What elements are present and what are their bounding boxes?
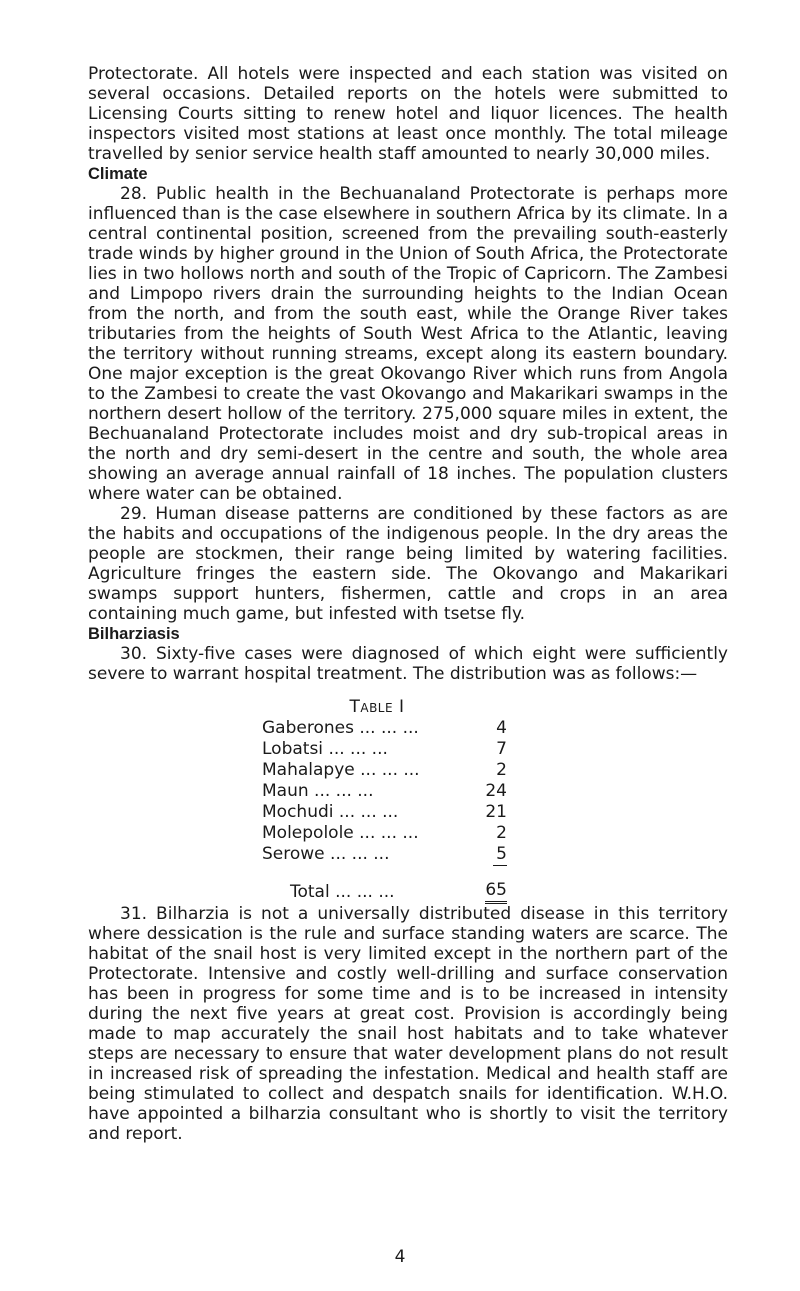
case-count: 7 [496,739,507,759]
place-name [262,781,477,802]
total-cell [262,880,477,904]
place-label: Serowe [262,844,325,864]
leader-dots: ... ... ... [338,802,399,822]
table-row [262,760,507,781]
table-row [262,718,507,739]
table-row [262,802,507,823]
place-name [262,760,477,781]
distribution-table-grid [262,718,507,904]
leader-dots: ... ... ... [314,781,374,801]
table-title: Table I [349,697,405,717]
page-number: 4 [394,1247,406,1267]
case-count: 2 [496,760,507,780]
case-count: 21 [485,802,507,822]
distribution-table [262,696,562,904]
paragraph-31: 31. Bilharzia is not a universally distributed disease in this territory where dessication is the rule and surface standing waters are scarce. The habitat of the snail host is very limited except in the northern part of the Protectorate. Intensive and costly well-drilling and surface conservation has been in progress for some time and is to be increased in intensity during the next five years at great cost. Provision is accordingly being made to map accurately the snail host habitats and to take whatever steps are necessary to ensure that water development plans do not result in increased risk of spreading the infestation. Medical and health staff are being stimulated to collect and despatch snails for identification. W.H.O. have appointed a bilharzia consultant who is shortly to visit the territory and report. [88,904,728,1144]
place-name [262,718,477,739]
total-value: 65 [485,880,507,904]
leader-dots: ... ... ... [359,718,419,738]
table-row [262,739,507,760]
leader-dots: ... ... ... [359,823,419,843]
place-label: Lobatsi [262,739,324,759]
total-label: Total [290,881,330,902]
place-label: Molepolole [262,823,354,843]
paragraph-28: 28. Public health in the Bechuanaland Protectorate is perhaps more influenced than is the case elsewhere in southern Africa by its climate. In a central continental position, screened from the prevailing south-easterly trade winds by higher ground in the Union of South Africa, the Protectorate lies in two hollows north and south of the Tropic of Capricorn. The Zambesi and Limpopo rivers drain the surrounding heights to the Indian Ocean from the north, and from the south east, while the Orange River takes tributaries from the heights of South West Africa to the Atlantic, leaving the territory without running streams, except along its eastern boundary. One major exception is the great Okovango River which runs from Angola to the Zambesi to create the vast Okovango and Makarikari swamps in the northern desert hollow of the territory. 275,000 square miles in extent, the Bechuanaland Protectorate includes moist and dry sub-tropical areas in the north and dry semi-desert in the centre and south, the whole area showing an average annual rainfall of 18 inches. The population clusters where water can be obtained. [88,184,728,504]
place-label: Gaberones [262,718,354,738]
table-row [262,823,507,844]
leader-dots: ... ... ... [335,881,395,902]
paragraph-30: 30. Sixty-five cases were diagnosed of which eight were sufficiently severe to warrant hospital treatment. The distribution was as follows:— [88,644,728,684]
total-value-cell [477,880,507,904]
heading-bilharziasis: Bilharziasis [88,625,180,643]
place-label: Maun [262,781,309,801]
heading-climate: Climate [88,165,148,183]
paragraph-intro: Protectorate. All hotels were inspected and each station was visited on several occasions. Detailed reports on the hotels were submitted to Licensing Courts sitting to renew hotel and liquor licences. The health inspectors visited most stations at least once monthly. The total mileage travelled by senior service health staff amounted to nearly 30,000 miles. [88,64,728,164]
place-label: Mahalapye [262,760,355,780]
case-count: 2 [496,823,507,843]
table-row [262,844,507,865]
place-name [262,739,477,760]
place-name [262,802,477,823]
page-body [88,64,728,1144]
case-count: 24 [485,781,507,801]
place-name [262,844,477,865]
total-row [262,880,507,904]
leader-dots: ... ... ... [360,760,420,780]
leader-dots: ... ... ... [330,844,390,864]
place-name [262,823,477,844]
place-label: Mochudi [262,802,334,822]
leader-dots: ... ... ... [328,739,388,759]
case-count: 5 [496,844,507,864]
table-row [262,781,507,802]
case-count: 4 [496,718,507,738]
paragraph-29: 29. Human disease patterns are conditioned by these factors as are the habits and occupations of the indigenous people. In the dry areas the people are stockmen, their range being limited by watering facilities. Agriculture fringes the eastern side. The Okovango and Makarikari swamps support hunters, fishermen, cattle and crops in an area containing much game, but infested with tsetse fly. [88,504,728,624]
